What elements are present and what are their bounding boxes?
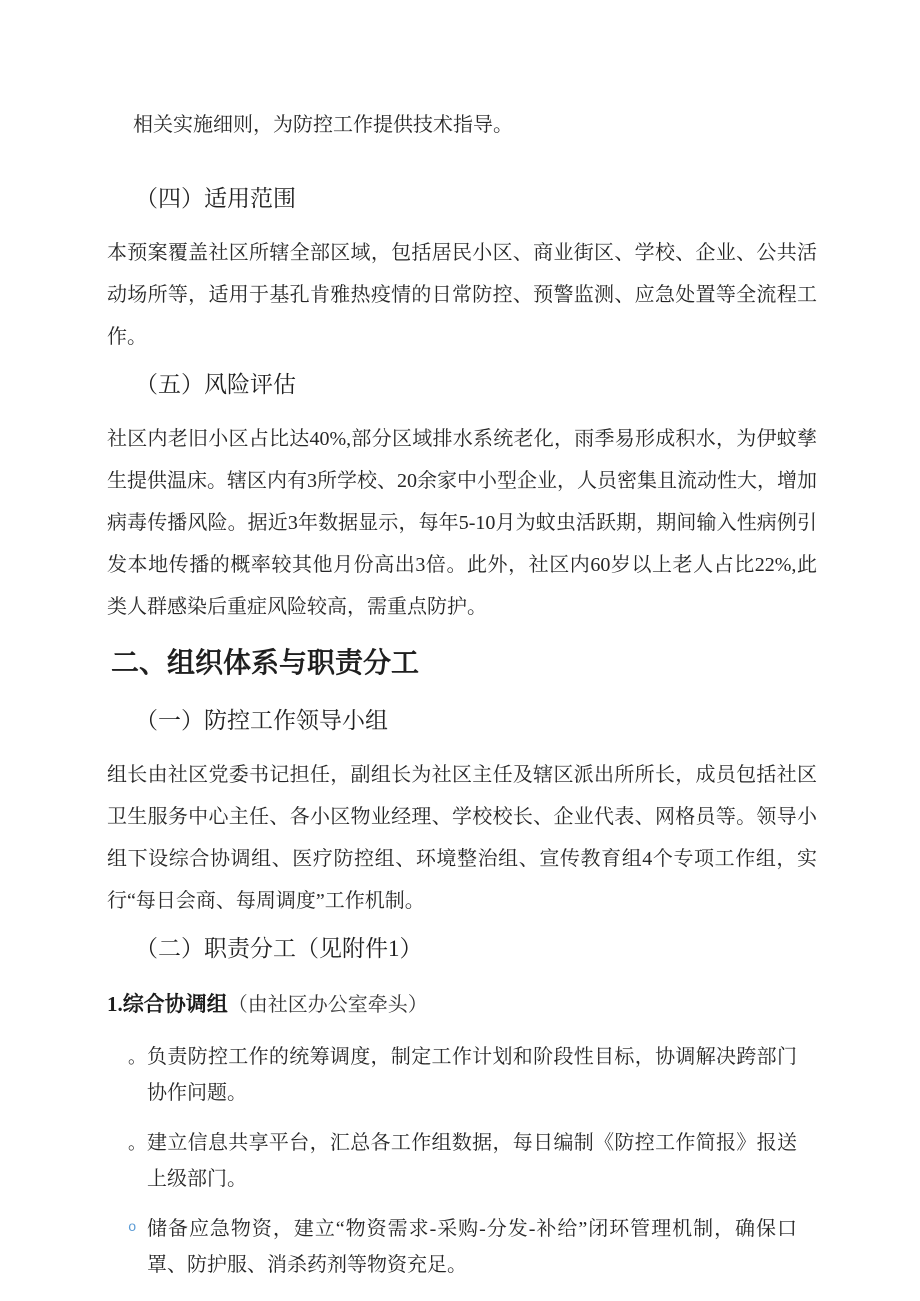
heading-organization: 二、组织体系与职责分工 [111,648,420,679]
paragraph-leader-group: 组长由社区党委书记担任，副组长为社区主任及辖区派出所所长，成员包括社区卫生服务中心主任、各小区物业经理、学校校长、企业代表、网格员等。领导小组下设综合协调组、医疗防控组、环境整治组、宣传教育组4个专项工作组，实行“每日会商、每周调度”工作机制。 [107,764,817,912]
list-item [128,1125,797,1197]
heading-risk: （五）风险评估 [135,372,296,397]
group1-title-line [107,988,817,1021]
list-item [128,1039,797,1111]
duty-bullet-list [128,1039,797,1283]
heading-scope: （四）适用范围 [135,186,296,211]
group1-note: （由社区办公室牵头） [227,994,428,1016]
heading-duty-division: （二）职责分工（见附件1） [135,936,423,961]
list-item-text: 建立信息共享平台，汇总各工作组数据，每日编制《防控工作简报》报送上级部门。 [147,1132,797,1190]
list-item-text: 储备应急物资，建立“物资需求-采购-分发-补给”闭环管理机制，确保口罩、防护服、消杀药剂等物资充足。 [147,1218,797,1276]
bullet-marker-icon: o [128,1220,137,1236]
paragraph-scope: 本预案覆盖社区所辖全部区域，包括居民小区、商业街区、学校、企业、公共活动场所等，适用于基孔肯雅热疫情的日常防控、预警监测、应急处置等全流程工作。 [107,242,817,348]
list-item-text: 负责防控工作的统筹调度，制定工作计划和阶段性目标，协调解决跨部门协作问题。 [147,1046,797,1104]
paragraph-risk: 社区内老旧小区占比达40%,部分区域排水系统老化，雨季易形成积水，为伊蚊孳生提供温床。辖区内有3所学校、20余家中小型企业，人员密集且流动性大，增加病毒传播风险。据近3年数据显示，每年5-10月为蚊虫活跃期，期间输入性病例引发本地传播的概率较其他月份高出3倍。此外，社区内60岁以上老人占比22%,此类人群感染后重症风险较高，需重点防护。 [107,428,817,618]
group1-label: 1.综合协调组 [107,992,228,1016]
heading-leader-group: （一）防控工作领导小组 [135,708,388,733]
list-item [128,1211,797,1283]
paragraph-intro-tail: 相关实施细则，为防控工作提供技术指导。 [133,114,513,136]
bullet-marker-icon: 。 [128,1047,146,1067]
bullet-marker-icon: 。 [128,1133,146,1153]
